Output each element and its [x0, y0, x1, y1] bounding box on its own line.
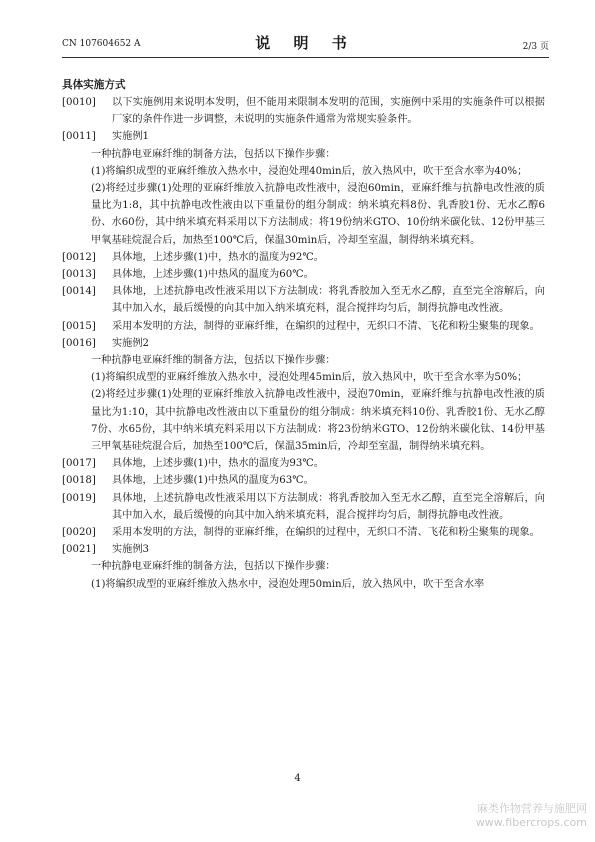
paragraph-continuation: (1)将编织成型的亚麻纤维放入热水中，浸泡处理45min后，放入热风中，吹干至含水率为50%；	[91, 372, 528, 384]
paragraph-continuation: (2)将经过步骤(1)处理的亚麻纤维放入抗静电改性液中，浸泡60min，亚麻纤维与抗静电改性液的质量比为1:8，其中抗静电改性液由以下重量份的组分制成：纳米填充料8份、乳香胶1份、无水乙醇6份、水60份，其中纳米填充料采用以下方法制成：将19份纳米GTO、10份纳米碳化钛、12份甲基三甲氧基硅烷混合后，加热至100℃后，保温30min后，冷却至室温，制得纳米填充料。	[91, 183, 545, 246]
paragraph-text: 实施例3	[112, 544, 150, 556]
paragraph-continuation: (1)将编织成型的亚麻纤维放入热水中，浸泡处理50min后，放入热风中，吹干至含水率	[91, 578, 485, 590]
header-rule	[62, 57, 549, 58]
paragraph-continuation: 一种抗静电亚麻纤维的制备方法，包括以下操作步骤：	[91, 148, 336, 160]
watermark	[476, 802, 587, 830]
paragraph-number: [0013]	[62, 269, 96, 281]
page-number: 4	[294, 773, 301, 784]
paragraph-text: 施条件可以根据厂家的条件作进一步调整，未说明的实施条件通常为常规实验条件。	[112, 97, 545, 126]
paragraph	[62, 249, 545, 266]
paragraph	[62, 94, 545, 128]
paragraph-number: [0011]	[62, 131, 96, 143]
paragraph-text: 实施例1	[112, 131, 150, 143]
paragraph-text: 采用本发明的方法，制得的亚麻纤维，在编织的过程中，无织口不清、飞花和粉尘聚集的现象。	[112, 527, 540, 539]
paragraph-text: 具体地，上述步骤(1)中，热水的温度为93℃。	[112, 458, 324, 470]
document-title: 说 明 书	[255, 34, 356, 52]
paragraph-text: 具体地，上述步骤(1)中热风的温度为60℃。	[112, 269, 314, 281]
paragraph	[62, 128, 545, 145]
paragraph-number: [0018]	[62, 475, 96, 487]
paragraph	[62, 335, 545, 352]
watermark-site-name: 麻类作物营养与施肥网	[477, 802, 587, 815]
page-header	[62, 32, 549, 52]
paragraph-number: [0021]	[62, 544, 96, 556]
paragraph	[62, 455, 545, 472]
paragraph-text: 实施例2	[112, 337, 150, 349]
paragraph-text: 具体地，上述抗静电改性液采用以下方法制成：将乳香胶加入至无水乙醇，直至完全溶解后，向其中加入水，最后缓慢的向其中加入纳米填充料，混合搅拌均匀后，制得抗静电改性液。	[112, 286, 545, 315]
paragraph-number: [0012]	[62, 251, 96, 263]
paragraph-continuation: (1)将编织成型的亚麻纤维放入热水中，浸泡处理40min后，放入热风中，吹干至含水率为40%；	[91, 165, 528, 177]
paragraph-list	[62, 94, 545, 593]
paragraph-text: 具体地，上述抗静电改性液采用以下方法制成：将乳香胶加入至无水乙醇，直至完全溶解后，向其中加入水，最后缓慢的向其中加入纳米填充料，混合搅拌均匀后，制得抗静电改性液。	[112, 492, 545, 521]
paragraph-text: 以下实施例用来说明本发明，但不能用来限制本发明的范围，实施例中采用的实	[112, 97, 473, 108]
paragraph	[62, 541, 545, 558]
page-info: 2/3 页	[522, 42, 549, 52]
paragraph-number: [0017]	[62, 458, 96, 470]
publication-number: CN 107604652 A	[62, 39, 141, 49]
paragraph-continuation: 一种抗静电亚麻纤维的制备方法，包括以下操作步骤：	[91, 561, 336, 573]
paragraph-number: [0016]	[62, 337, 96, 349]
paragraph	[62, 266, 545, 283]
watermark-url: www.fibercrops.com	[475, 816, 587, 829]
paragraph	[62, 490, 545, 524]
paragraph-text: 具体地，上述步骤(1)中热风的温度为63℃。	[112, 475, 314, 487]
paragraph-number: [0010]	[62, 97, 96, 108]
paragraph-number: [0015]	[62, 320, 96, 332]
paragraph-number: [0014]	[62, 286, 96, 298]
paragraph-text: 具体地，上述步骤(1)中，热水的温度为92℃。	[112, 251, 324, 263]
section-title: 具体实施方式	[62, 79, 126, 91]
paragraph-continuation: (2)将经过步骤(1)处理的亚麻纤维放入抗静电改性液中，浸泡70min，亚麻纤维与抗静电改性液的质量比为1:10，其中抗静电改性液由以下重量份的组分制成：纳米填充料10份、乳香胶1份、无水乙醇7份、水65份，其中纳米填充料采用以下方法制成：将23份纳米GTO、12份纳米碳化钛、14份甲基三甲氧基硅烷混合后，加热至100℃后，保温35min后，冷却至室温，制得纳米填充料。	[91, 389, 545, 453]
paragraph-continuation: 一种抗静电亚麻纤维的制备方法，包括以下操作步骤：	[91, 355, 336, 367]
paragraph-number: [0020]	[62, 527, 96, 539]
paragraph	[62, 283, 545, 317]
paragraph	[62, 472, 545, 489]
document-body	[62, 76, 545, 593]
paragraph	[62, 318, 545, 335]
paragraph-number: [0019]	[62, 492, 96, 504]
paragraph	[62, 524, 545, 541]
paragraph-text: 采用本发明的方法，制得的亚麻纤维，在编织的过程中，无织口不清、飞花和粉尘聚集的现象。	[112, 320, 540, 332]
